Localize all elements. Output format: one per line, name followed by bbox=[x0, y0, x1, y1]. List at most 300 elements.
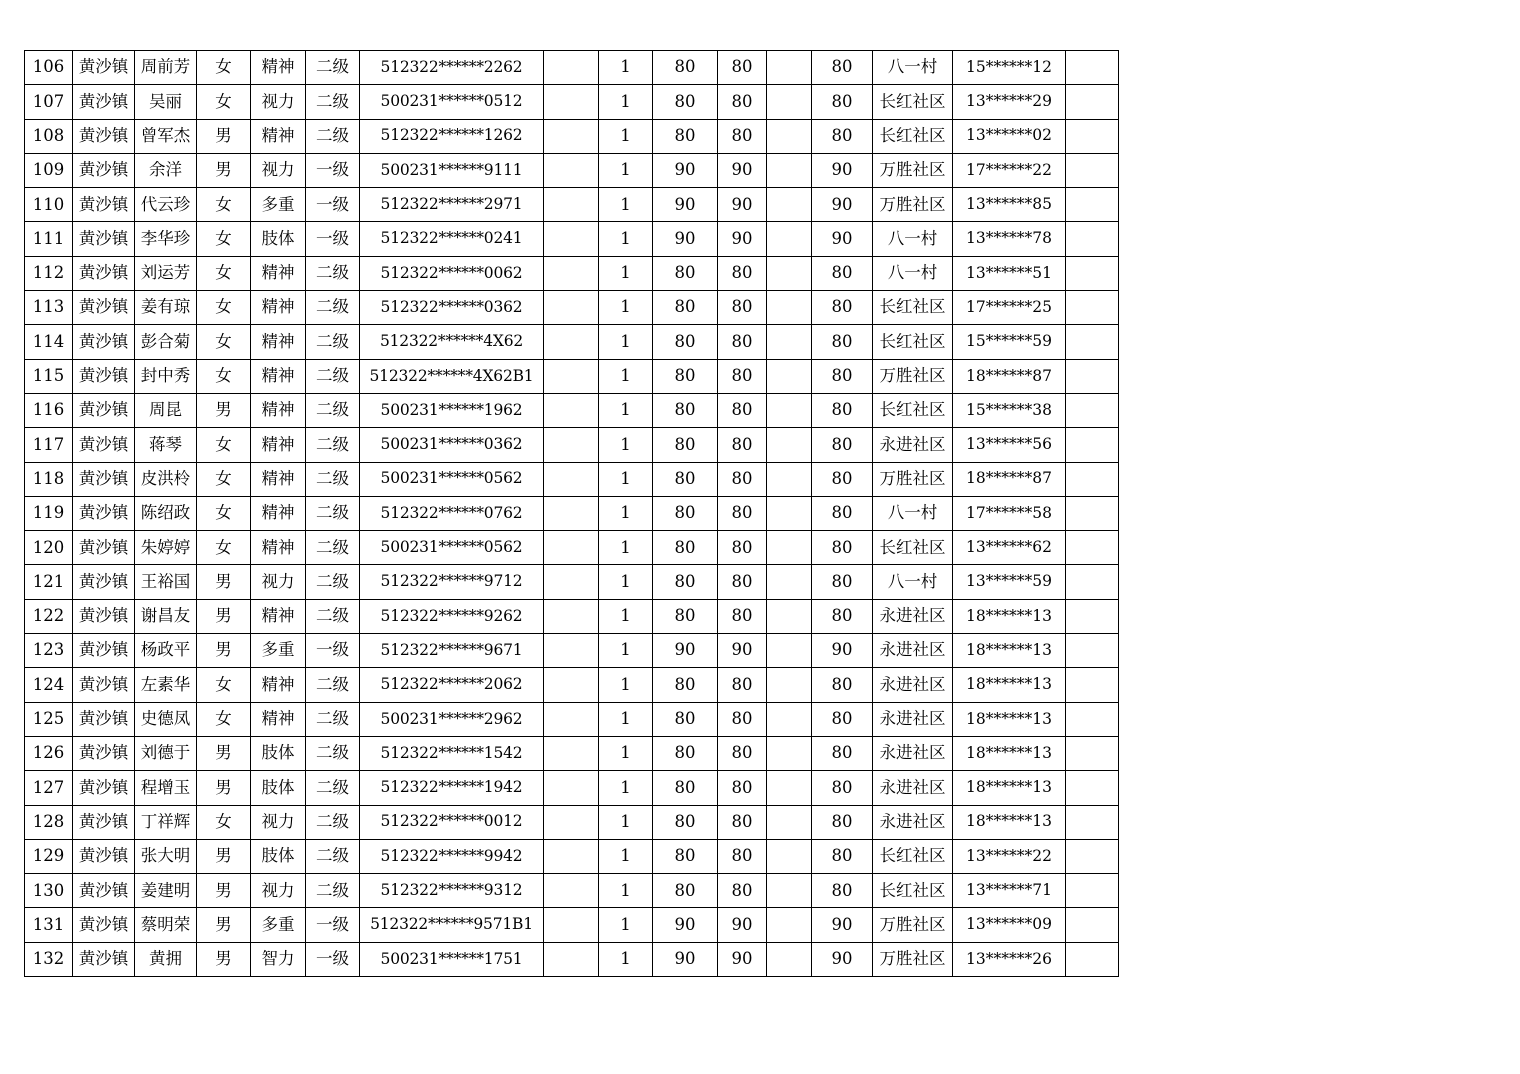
town-cell: 黄沙镇 bbox=[73, 256, 135, 290]
standard-cell: 90 bbox=[653, 222, 718, 256]
disability-type-cell: 多重 bbox=[251, 908, 306, 942]
table-row bbox=[25, 222, 1119, 256]
gender-cell: 男 bbox=[197, 942, 251, 976]
total-cell: 80 bbox=[812, 291, 873, 325]
blank-cell-b bbox=[767, 599, 812, 633]
community-cell: 八一村 bbox=[873, 222, 953, 256]
name-cell: 姜有琼 bbox=[135, 291, 197, 325]
gender-cell: 男 bbox=[197, 119, 251, 153]
disability-type-cell: 精神 bbox=[251, 359, 306, 393]
table-row bbox=[25, 634, 1119, 668]
table-row bbox=[25, 874, 1119, 908]
town-cell: 黄沙镇 bbox=[73, 634, 135, 668]
town-cell: 黄沙镇 bbox=[73, 325, 135, 359]
community-cell: 万胜社区 bbox=[873, 942, 953, 976]
community-cell: 长红社区 bbox=[873, 839, 953, 873]
town-cell: 黄沙镇 bbox=[73, 291, 135, 325]
serial-number-cell: 128 bbox=[25, 805, 73, 839]
id-number-cell: 500231******0562 bbox=[360, 462, 544, 496]
town-cell: 黄沙镇 bbox=[73, 736, 135, 770]
standard-cell: 90 bbox=[653, 188, 718, 222]
community-cell: 永进社区 bbox=[873, 771, 953, 805]
table-row bbox=[25, 496, 1119, 530]
count-cell: 1 bbox=[599, 565, 653, 599]
count-cell: 1 bbox=[599, 531, 653, 565]
name-cell: 姜建明 bbox=[135, 874, 197, 908]
standard-cell: 80 bbox=[653, 325, 718, 359]
disability-type-cell: 视力 bbox=[251, 874, 306, 908]
total-cell: 80 bbox=[812, 359, 873, 393]
blank-cell-a bbox=[544, 599, 599, 633]
serial-number-cell: 129 bbox=[25, 839, 73, 873]
town-cell: 黄沙镇 bbox=[73, 771, 135, 805]
phone-cell: 13******59 bbox=[953, 565, 1066, 599]
blank-cell-b bbox=[767, 805, 812, 839]
phone-cell: 15******59 bbox=[953, 325, 1066, 359]
count-cell: 1 bbox=[599, 256, 653, 290]
blank-cell-a bbox=[544, 119, 599, 153]
standard-cell: 80 bbox=[653, 256, 718, 290]
total-cell: 90 bbox=[812, 908, 873, 942]
remark-cell bbox=[1066, 805, 1119, 839]
serial-number-cell: 125 bbox=[25, 702, 73, 736]
id-number-cell: 512322******2062 bbox=[360, 668, 544, 702]
community-cell: 永进社区 bbox=[873, 599, 953, 633]
name-cell: 蒋琴 bbox=[135, 428, 197, 462]
table-row bbox=[25, 393, 1119, 427]
blank-cell-b bbox=[767, 462, 812, 496]
town-cell: 黄沙镇 bbox=[73, 188, 135, 222]
disability-level-cell: 二级 bbox=[306, 599, 360, 633]
blank-cell-b bbox=[767, 565, 812, 599]
disability-type-cell: 视力 bbox=[251, 153, 306, 187]
disability-type-cell: 精神 bbox=[251, 496, 306, 530]
table-row bbox=[25, 256, 1119, 290]
standard-cell: 80 bbox=[653, 531, 718, 565]
amount-cell: 80 bbox=[718, 462, 767, 496]
gender-cell: 女 bbox=[197, 496, 251, 530]
remark-cell bbox=[1066, 736, 1119, 770]
id-number-cell: 500231******1751 bbox=[360, 942, 544, 976]
serial-number-cell: 131 bbox=[25, 908, 73, 942]
phone-cell: 15******12 bbox=[953, 51, 1066, 85]
standard-cell: 80 bbox=[653, 496, 718, 530]
serial-number-cell: 132 bbox=[25, 942, 73, 976]
amount-cell: 80 bbox=[718, 702, 767, 736]
community-cell: 长红社区 bbox=[873, 85, 953, 119]
disability-level-cell: 二级 bbox=[306, 462, 360, 496]
blank-cell-b bbox=[767, 736, 812, 770]
disability-level-cell: 二级 bbox=[306, 668, 360, 702]
total-cell: 80 bbox=[812, 496, 873, 530]
count-cell: 1 bbox=[599, 222, 653, 256]
disability-type-cell: 视力 bbox=[251, 85, 306, 119]
community-cell: 永进社区 bbox=[873, 634, 953, 668]
disability-type-cell: 精神 bbox=[251, 599, 306, 633]
blank-cell-b bbox=[767, 428, 812, 462]
disability-level-cell: 二级 bbox=[306, 496, 360, 530]
serial-number-cell: 116 bbox=[25, 393, 73, 427]
remark-cell bbox=[1066, 942, 1119, 976]
town-cell: 黄沙镇 bbox=[73, 599, 135, 633]
standard-cell: 80 bbox=[653, 702, 718, 736]
remark-cell bbox=[1066, 839, 1119, 873]
amount-cell: 80 bbox=[718, 291, 767, 325]
table-row bbox=[25, 599, 1119, 633]
town-cell: 黄沙镇 bbox=[73, 359, 135, 393]
blank-cell-a bbox=[544, 702, 599, 736]
community-cell: 长红社区 bbox=[873, 531, 953, 565]
town-cell: 黄沙镇 bbox=[73, 839, 135, 873]
amount-cell: 80 bbox=[718, 736, 767, 770]
disability-level-cell: 一级 bbox=[306, 222, 360, 256]
id-number-cell: 512322******9571B1 bbox=[360, 908, 544, 942]
phone-cell: 18******87 bbox=[953, 462, 1066, 496]
remark-cell bbox=[1066, 668, 1119, 702]
blank-cell-b bbox=[767, 359, 812, 393]
town-cell: 黄沙镇 bbox=[73, 874, 135, 908]
community-cell: 八一村 bbox=[873, 256, 953, 290]
blank-cell-b bbox=[767, 393, 812, 427]
community-cell: 永进社区 bbox=[873, 702, 953, 736]
amount-cell: 80 bbox=[718, 565, 767, 599]
gender-cell: 女 bbox=[197, 702, 251, 736]
phone-cell: 13******22 bbox=[953, 839, 1066, 873]
disability-level-cell: 二级 bbox=[306, 839, 360, 873]
gender-cell: 男 bbox=[197, 736, 251, 770]
blank-cell-a bbox=[544, 153, 599, 187]
blank-cell-a bbox=[544, 359, 599, 393]
town-cell: 黄沙镇 bbox=[73, 153, 135, 187]
id-number-cell: 512322******2262 bbox=[360, 51, 544, 85]
disability-type-cell: 肢体 bbox=[251, 771, 306, 805]
community-cell: 万胜社区 bbox=[873, 359, 953, 393]
table-row bbox=[25, 668, 1119, 702]
standard-cell: 80 bbox=[653, 428, 718, 462]
town-cell: 黄沙镇 bbox=[73, 942, 135, 976]
disability-level-cell: 一级 bbox=[306, 942, 360, 976]
disability-level-cell: 二级 bbox=[306, 51, 360, 85]
disability-level-cell: 二级 bbox=[306, 325, 360, 359]
disability-type-cell: 精神 bbox=[251, 325, 306, 359]
name-cell: 程增玉 bbox=[135, 771, 197, 805]
remark-cell bbox=[1066, 256, 1119, 290]
total-cell: 80 bbox=[812, 702, 873, 736]
amount-cell: 80 bbox=[718, 393, 767, 427]
blank-cell-a bbox=[544, 736, 599, 770]
town-cell: 黄沙镇 bbox=[73, 462, 135, 496]
gender-cell: 女 bbox=[197, 805, 251, 839]
amount-cell: 90 bbox=[718, 153, 767, 187]
id-number-cell: 512322******1542 bbox=[360, 736, 544, 770]
blank-cell-b bbox=[767, 119, 812, 153]
serial-number-cell: 119 bbox=[25, 496, 73, 530]
disability-type-cell: 精神 bbox=[251, 51, 306, 85]
count-cell: 1 bbox=[599, 462, 653, 496]
table-row bbox=[25, 565, 1119, 599]
count-cell: 1 bbox=[599, 874, 653, 908]
table-row bbox=[25, 771, 1119, 805]
table-body bbox=[25, 51, 1119, 977]
blank-cell-a bbox=[544, 256, 599, 290]
blank-cell-a bbox=[544, 496, 599, 530]
total-cell: 80 bbox=[812, 85, 873, 119]
amount-cell: 80 bbox=[718, 256, 767, 290]
blank-cell-a bbox=[544, 462, 599, 496]
community-cell: 长红社区 bbox=[873, 393, 953, 427]
community-cell: 永进社区 bbox=[873, 805, 953, 839]
id-number-cell: 512322******9671 bbox=[360, 634, 544, 668]
id-number-cell: 512322******1262 bbox=[360, 119, 544, 153]
blank-cell-a bbox=[544, 291, 599, 325]
disability-type-cell: 视力 bbox=[251, 805, 306, 839]
name-cell: 陈绍政 bbox=[135, 496, 197, 530]
amount-cell: 80 bbox=[718, 85, 767, 119]
table-row bbox=[25, 51, 1119, 85]
total-cell: 90 bbox=[812, 634, 873, 668]
name-cell: 封中秀 bbox=[135, 359, 197, 393]
phone-cell: 13******26 bbox=[953, 942, 1066, 976]
gender-cell: 男 bbox=[197, 874, 251, 908]
count-cell: 1 bbox=[599, 668, 653, 702]
town-cell: 黄沙镇 bbox=[73, 222, 135, 256]
phone-cell: 18******87 bbox=[953, 359, 1066, 393]
phone-cell: 13******51 bbox=[953, 256, 1066, 290]
remark-cell bbox=[1066, 702, 1119, 736]
blank-cell-a bbox=[544, 531, 599, 565]
table-row bbox=[25, 805, 1119, 839]
table-row bbox=[25, 153, 1119, 187]
name-cell: 李华珍 bbox=[135, 222, 197, 256]
standard-cell: 80 bbox=[653, 393, 718, 427]
standard-cell: 80 bbox=[653, 839, 718, 873]
blank-cell-a bbox=[544, 771, 599, 805]
disability-type-cell: 肢体 bbox=[251, 839, 306, 873]
remark-cell bbox=[1066, 874, 1119, 908]
gender-cell: 男 bbox=[197, 771, 251, 805]
gender-cell: 女 bbox=[197, 359, 251, 393]
blank-cell-b bbox=[767, 702, 812, 736]
total-cell: 80 bbox=[812, 599, 873, 633]
name-cell: 杨政平 bbox=[135, 634, 197, 668]
community-cell: 万胜社区 bbox=[873, 188, 953, 222]
id-number-cell: 512322******9942 bbox=[360, 839, 544, 873]
count-cell: 1 bbox=[599, 496, 653, 530]
id-number-cell: 512322******1942 bbox=[360, 771, 544, 805]
total-cell: 80 bbox=[812, 531, 873, 565]
disability-level-cell: 二级 bbox=[306, 531, 360, 565]
blank-cell-b bbox=[767, 668, 812, 702]
blank-cell-a bbox=[544, 634, 599, 668]
amount-cell: 80 bbox=[718, 805, 767, 839]
id-number-cell: 500231******1962 bbox=[360, 393, 544, 427]
remark-cell bbox=[1066, 634, 1119, 668]
table-row bbox=[25, 702, 1119, 736]
phone-cell: 15******38 bbox=[953, 393, 1066, 427]
total-cell: 90 bbox=[812, 188, 873, 222]
total-cell: 80 bbox=[812, 462, 873, 496]
serial-number-cell: 107 bbox=[25, 85, 73, 119]
town-cell: 黄沙镇 bbox=[73, 805, 135, 839]
town-cell: 黄沙镇 bbox=[73, 85, 135, 119]
disability-level-cell: 二级 bbox=[306, 291, 360, 325]
serial-number-cell: 113 bbox=[25, 291, 73, 325]
table-row bbox=[25, 325, 1119, 359]
community-cell: 永进社区 bbox=[873, 736, 953, 770]
blank-cell-b bbox=[767, 51, 812, 85]
count-cell: 1 bbox=[599, 805, 653, 839]
blank-cell-b bbox=[767, 634, 812, 668]
standard-cell: 80 bbox=[653, 291, 718, 325]
blank-cell-a bbox=[544, 428, 599, 462]
amount-cell: 80 bbox=[718, 325, 767, 359]
blank-cell-b bbox=[767, 496, 812, 530]
remark-cell bbox=[1066, 359, 1119, 393]
standard-cell: 80 bbox=[653, 771, 718, 805]
amount-cell: 80 bbox=[718, 874, 767, 908]
name-cell: 周昆 bbox=[135, 393, 197, 427]
disability-type-cell: 精神 bbox=[251, 291, 306, 325]
id-number-cell: 500231******0362 bbox=[360, 428, 544, 462]
phone-cell: 18******13 bbox=[953, 771, 1066, 805]
serial-number-cell: 127 bbox=[25, 771, 73, 805]
disability-type-cell: 精神 bbox=[251, 702, 306, 736]
standard-cell: 90 bbox=[653, 942, 718, 976]
serial-number-cell: 111 bbox=[25, 222, 73, 256]
blank-cell-a bbox=[544, 393, 599, 427]
gender-cell: 男 bbox=[197, 634, 251, 668]
name-cell: 余洋 bbox=[135, 153, 197, 187]
count-cell: 1 bbox=[599, 908, 653, 942]
id-number-cell: 512322******0012 bbox=[360, 805, 544, 839]
blank-cell-a bbox=[544, 188, 599, 222]
table-row bbox=[25, 188, 1119, 222]
total-cell: 80 bbox=[812, 805, 873, 839]
community-cell: 长红社区 bbox=[873, 874, 953, 908]
serial-number-cell: 108 bbox=[25, 119, 73, 153]
community-cell: 永进社区 bbox=[873, 668, 953, 702]
amount-cell: 80 bbox=[718, 51, 767, 85]
amount-cell: 80 bbox=[718, 359, 767, 393]
remark-cell bbox=[1066, 85, 1119, 119]
amount-cell: 80 bbox=[718, 119, 767, 153]
remark-cell bbox=[1066, 428, 1119, 462]
table-row bbox=[25, 462, 1119, 496]
gender-cell: 女 bbox=[197, 291, 251, 325]
remark-cell bbox=[1066, 222, 1119, 256]
blank-cell-a bbox=[544, 908, 599, 942]
count-cell: 1 bbox=[599, 839, 653, 873]
phone-cell: 18******13 bbox=[953, 702, 1066, 736]
disability-level-cell: 二级 bbox=[306, 736, 360, 770]
blank-cell-b bbox=[767, 325, 812, 359]
disability-level-cell: 二级 bbox=[306, 119, 360, 153]
town-cell: 黄沙镇 bbox=[73, 428, 135, 462]
total-cell: 80 bbox=[812, 565, 873, 599]
gender-cell: 女 bbox=[197, 668, 251, 702]
disability-level-cell: 二级 bbox=[306, 393, 360, 427]
community-cell: 永进社区 bbox=[873, 428, 953, 462]
phone-cell: 18******13 bbox=[953, 634, 1066, 668]
disability-level-cell: 二级 bbox=[306, 359, 360, 393]
disability-type-cell: 多重 bbox=[251, 634, 306, 668]
name-cell: 周前芳 bbox=[135, 51, 197, 85]
community-cell: 万胜社区 bbox=[873, 908, 953, 942]
count-cell: 1 bbox=[599, 634, 653, 668]
name-cell: 王裕国 bbox=[135, 565, 197, 599]
table-row bbox=[25, 531, 1119, 565]
count-cell: 1 bbox=[599, 85, 653, 119]
id-number-cell: 500231******0562 bbox=[360, 531, 544, 565]
gender-cell: 女 bbox=[197, 222, 251, 256]
total-cell: 80 bbox=[812, 736, 873, 770]
serial-number-cell: 117 bbox=[25, 428, 73, 462]
community-cell: 长红社区 bbox=[873, 291, 953, 325]
phone-cell: 17******58 bbox=[953, 496, 1066, 530]
standard-cell: 80 bbox=[653, 736, 718, 770]
disability-type-cell: 精神 bbox=[251, 119, 306, 153]
phone-cell: 17******22 bbox=[953, 153, 1066, 187]
gender-cell: 女 bbox=[197, 256, 251, 290]
blank-cell-b bbox=[767, 85, 812, 119]
id-number-cell: 512322******0062 bbox=[360, 256, 544, 290]
standard-cell: 80 bbox=[653, 599, 718, 633]
serial-number-cell: 110 bbox=[25, 188, 73, 222]
count-cell: 1 bbox=[599, 325, 653, 359]
remark-cell bbox=[1066, 496, 1119, 530]
disability-type-cell: 多重 bbox=[251, 188, 306, 222]
serial-number-cell: 122 bbox=[25, 599, 73, 633]
blank-cell-b bbox=[767, 291, 812, 325]
disability-type-cell: 精神 bbox=[251, 531, 306, 565]
id-number-cell: 512322******2971 bbox=[360, 188, 544, 222]
standard-cell: 80 bbox=[653, 462, 718, 496]
town-cell: 黄沙镇 bbox=[73, 565, 135, 599]
serial-number-cell: 118 bbox=[25, 462, 73, 496]
count-cell: 1 bbox=[599, 771, 653, 805]
gender-cell: 女 bbox=[197, 85, 251, 119]
count-cell: 1 bbox=[599, 942, 653, 976]
blank-cell-a bbox=[544, 51, 599, 85]
standard-cell: 90 bbox=[653, 153, 718, 187]
total-cell: 80 bbox=[812, 51, 873, 85]
community-cell: 八一村 bbox=[873, 51, 953, 85]
disability-level-cell: 一级 bbox=[306, 634, 360, 668]
town-cell: 黄沙镇 bbox=[73, 908, 135, 942]
name-cell: 刘德于 bbox=[135, 736, 197, 770]
disability-level-cell: 二级 bbox=[306, 771, 360, 805]
name-cell: 皮洪柃 bbox=[135, 462, 197, 496]
serial-number-cell: 106 bbox=[25, 51, 73, 85]
blank-cell-b bbox=[767, 908, 812, 942]
standard-cell: 90 bbox=[653, 634, 718, 668]
blank-cell-a bbox=[544, 942, 599, 976]
phone-cell: 13******02 bbox=[953, 119, 1066, 153]
disability-type-cell: 精神 bbox=[251, 256, 306, 290]
name-cell: 丁祥辉 bbox=[135, 805, 197, 839]
phone-cell: 18******13 bbox=[953, 736, 1066, 770]
remark-cell bbox=[1066, 771, 1119, 805]
total-cell: 80 bbox=[812, 256, 873, 290]
table-row bbox=[25, 119, 1119, 153]
count-cell: 1 bbox=[599, 51, 653, 85]
blank-cell-a bbox=[544, 565, 599, 599]
total-cell: 80 bbox=[812, 668, 873, 702]
id-number-cell: 512322******0762 bbox=[360, 496, 544, 530]
town-cell: 黄沙镇 bbox=[73, 496, 135, 530]
name-cell: 蔡明荣 bbox=[135, 908, 197, 942]
table-row bbox=[25, 428, 1119, 462]
